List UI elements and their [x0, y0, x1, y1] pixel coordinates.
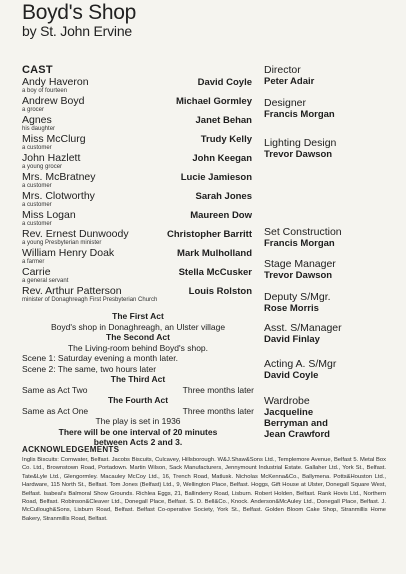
acknowledgements-text: Inglis Biscuits: Cornwater, Belfast. Jacobs Biscuits, Culcavey, Hillsborough. W&J.Shaw&Sons Ltd., Templemore Avenue, Belfast 5. Metal Box Co. Ltd., Brownstown Road, Portadown. Martin Wilson, Sack Manufacturers, Jennymount Industrial Estate. Gallaher Ltd., York St., Belfast. Tate&Lyle Ltd., Glengormley. Macauley McCoy Ltd., 16, Trench Road, Matlusk. Nicholas McKenna&Co., Ballymena. Potts&Houston Ltd., Hardware, 115 North St., Belfast. Tom Jones (Belfast) Ltd., 9, Wellington Place, Belfast. Hoggs, Gift House at Ulster, Donegall Square West, Belfast. Isabeal's Balmoral Show Grounds. Richlea Eggs, 21, Ballinderry Road, Lisburn. Robert Holden, Belfast. Rank Hovis Ltd., Northern Road, Belfast. Robinson&Cleaver Ltd., Donegall Place, Belfast. S. D. Bell&Co., Knock. Anderson&McAuley Ltd., Donegall Place, Belfast. J. McCullough&Sons, Lisburn Road, Belfast. Belfast Co-operative Society, York St., Belfast. Golden Bloom Cake Shop, Stranmillis Home Bakery, Stranmillis Road, Belfast. — [22, 457, 386, 522]
cast-actor: Maureen Dow — [190, 210, 252, 221]
crew-set-construction — [264, 226, 399, 249]
fourth-act-setting: Same as Act One — [22, 405, 89, 416]
cast-role-description: a boy of fourteen — [22, 88, 68, 94]
cast-role-description: a general servant — [22, 278, 69, 284]
cast-role-description: a customer — [22, 202, 52, 208]
cast-role: Miss McClurg — [22, 133, 86, 145]
cast-role-description: his daughter — [22, 126, 56, 132]
crew-stage-manager — [264, 258, 399, 281]
crew-name: Rose Morris — [264, 303, 319, 314]
crew-assistant-stage-manager — [264, 322, 399, 345]
play-setting-year: The play is set in 1936 — [95, 416, 181, 426]
crew-role: Deputy S/Mgr. — [264, 291, 331, 303]
cast-role-description: a grocer — [22, 107, 45, 113]
second-act-heading: The Second Act — [106, 332, 170, 342]
cast-role: William Henry Doak — [22, 247, 115, 259]
cast-role-description: a customer — [22, 145, 52, 151]
cast-role: Andrew Boyd — [22, 95, 85, 107]
cast-actor: David Coyle — [197, 77, 252, 88]
crew-role: Set Construction — [264, 226, 342, 238]
cast-heading: CAST — [22, 64, 53, 76]
crew-role: Director — [264, 64, 301, 76]
fourth-act-heading: The Fourth Act — [107, 395, 169, 405]
cast-actor: Michael Gormley — [175, 96, 252, 107]
crew-lighting-design — [264, 137, 399, 160]
fourth-act-time: Three months later — [182, 405, 254, 416]
cast-role: Miss Logan — [22, 209, 76, 221]
cast-role-description: minister of Donaghreagh First Presbyterian Church — [22, 297, 158, 303]
crew-name: Trevor Dawson — [264, 270, 333, 281]
cast-actor: Louis Rolston — [188, 286, 252, 297]
crew-role: Designer — [264, 97, 307, 109]
third-act-row — [22, 385, 254, 396]
author-byline: by St. John Ervine — [22, 23, 133, 39]
crew-designer — [264, 97, 399, 120]
cast-role-description: a customer — [22, 221, 52, 227]
cast-role-description: a young Presbyterian minister — [22, 240, 102, 246]
crew-role: Lighting Design — [264, 137, 337, 149]
crew-name: Francis Morgan — [264, 109, 335, 120]
crew-name: Berryman and — [264, 418, 328, 429]
crew-name: Jacqueline — [264, 407, 314, 418]
third-act-heading: The Third Act — [110, 374, 166, 384]
first-act-setting: Boyd's shop in Donaghreagh, an Ulster village — [50, 321, 226, 332]
cast-role: Carrie — [22, 266, 51, 278]
cast-role: Mrs. Clotworthy — [22, 190, 95, 202]
cast-actor: Sarah Jones — [195, 191, 252, 202]
page-title: Boyd's Shop — [22, 1, 136, 24]
cast-actor: Lucie Jamieson — [180, 172, 252, 183]
cast-actor: Trudy Kelly — [200, 134, 252, 145]
crew-name: David Coyle — [264, 370, 319, 381]
crew-wardrobe — [264, 395, 399, 440]
acknowledgements-heading: ACKNOWLEDGEMENTS — [22, 445, 120, 454]
scene-two: Scene 2: The same, two hours later — [22, 363, 157, 374]
crew-name: Peter Adair — [264, 76, 315, 87]
cast-role-description: a young grocer — [22, 164, 63, 170]
cast-actor: John Keegan — [192, 153, 252, 164]
cast-role: John Hazlett — [22, 152, 81, 164]
cast-role-description: a farmer — [22, 259, 45, 265]
cast-role-description: a customer — [22, 183, 52, 189]
crew-role: Asst. S/Manager — [264, 322, 342, 334]
crew-role: Acting A. S/Mgr — [264, 358, 337, 370]
cast-role: Mrs. McBratney — [22, 171, 96, 183]
cast-role: Rev. Ernest Dunwoody — [22, 228, 129, 240]
crew-acting-asm — [264, 358, 399, 381]
cast-actor: Mark Mulholland — [177, 248, 252, 259]
third-act-time: Three months later — [182, 384, 254, 395]
first-act-heading: The First Act — [112, 311, 164, 321]
crew-director — [264, 64, 399, 87]
crew-role: Wardrobe — [264, 395, 310, 407]
crew-name: David Finlay — [264, 334, 320, 345]
second-act-setting: The Living-room behind Boyd's shop. — [67, 342, 209, 353]
crew-name: Jean Crawford — [264, 429, 330, 440]
interval-notice: There will be one interval of 20 minutes — [58, 426, 218, 437]
fourth-act-row — [22, 406, 254, 417]
cast-role: Andy Haveron — [22, 76, 89, 88]
crew-name: Francis Morgan — [264, 238, 335, 249]
cast-actor: Janet Behan — [195, 115, 252, 126]
cast-actor: Stella McCusker — [178, 267, 252, 278]
scene-one: Scene 1: Saturday evening a month later. — [22, 353, 178, 363]
third-act-setting: Same as Act Two — [22, 384, 88, 395]
cast-actor: Christopher Barritt — [167, 229, 252, 240]
crew-name: Trevor Dawson — [264, 149, 333, 160]
interval-notice-acts: between Acts 2 and 3. — [93, 437, 183, 447]
crew-deputy-stage-manager — [264, 291, 399, 314]
cast-role: Rev. Arthur Patterson — [22, 285, 122, 297]
cast-role: Agnes — [22, 114, 52, 126]
crew-role: Stage Manager — [264, 258, 336, 270]
